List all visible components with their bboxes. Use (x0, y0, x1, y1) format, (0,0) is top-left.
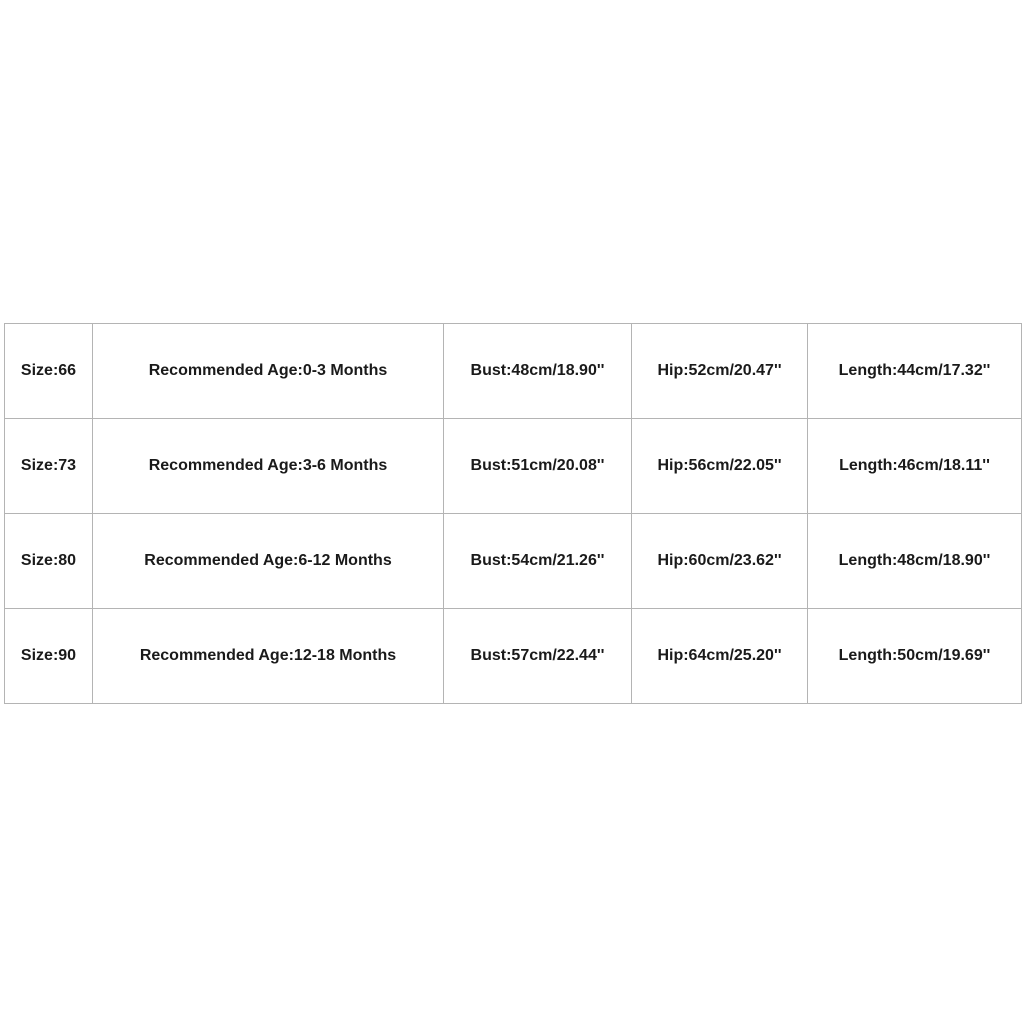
bust-cell: Bust:54cm/21.26'' (444, 514, 632, 609)
table-row (5, 419, 1022, 514)
recommended-age-cell: Recommended Age:3-6 Months (93, 419, 444, 514)
bust-cell: Bust:57cm/22.44'' (444, 609, 632, 704)
size-chart-table (4, 323, 1022, 704)
recommended-age-cell: Recommended Age:12-18 Months (93, 609, 444, 704)
length-cell: Length:50cm/19.69'' (808, 609, 1022, 704)
hip-cell: Hip:60cm/23.62'' (632, 514, 808, 609)
table-row (5, 609, 1022, 704)
size-cell: Size:66 (5, 324, 93, 419)
recommended-age-cell: Recommended Age:6-12 Months (93, 514, 444, 609)
length-cell: Length:48cm/18.90'' (808, 514, 1022, 609)
size-cell: Size:73 (5, 419, 93, 514)
length-cell: Length:46cm/18.11'' (808, 419, 1022, 514)
bust-cell: Bust:51cm/20.08'' (444, 419, 632, 514)
hip-cell: Hip:64cm/25.20'' (632, 609, 808, 704)
recommended-age-cell: Recommended Age:0-3 Months (93, 324, 444, 419)
hip-cell: Hip:52cm/20.47'' (632, 324, 808, 419)
length-cell: Length:44cm/17.32'' (808, 324, 1022, 419)
size-cell: Size:90 (5, 609, 93, 704)
table-row (5, 514, 1022, 609)
hip-cell: Hip:56cm/22.05'' (632, 419, 808, 514)
bust-cell: Bust:48cm/18.90'' (444, 324, 632, 419)
table-row (5, 324, 1022, 419)
size-cell: Size:80 (5, 514, 93, 609)
